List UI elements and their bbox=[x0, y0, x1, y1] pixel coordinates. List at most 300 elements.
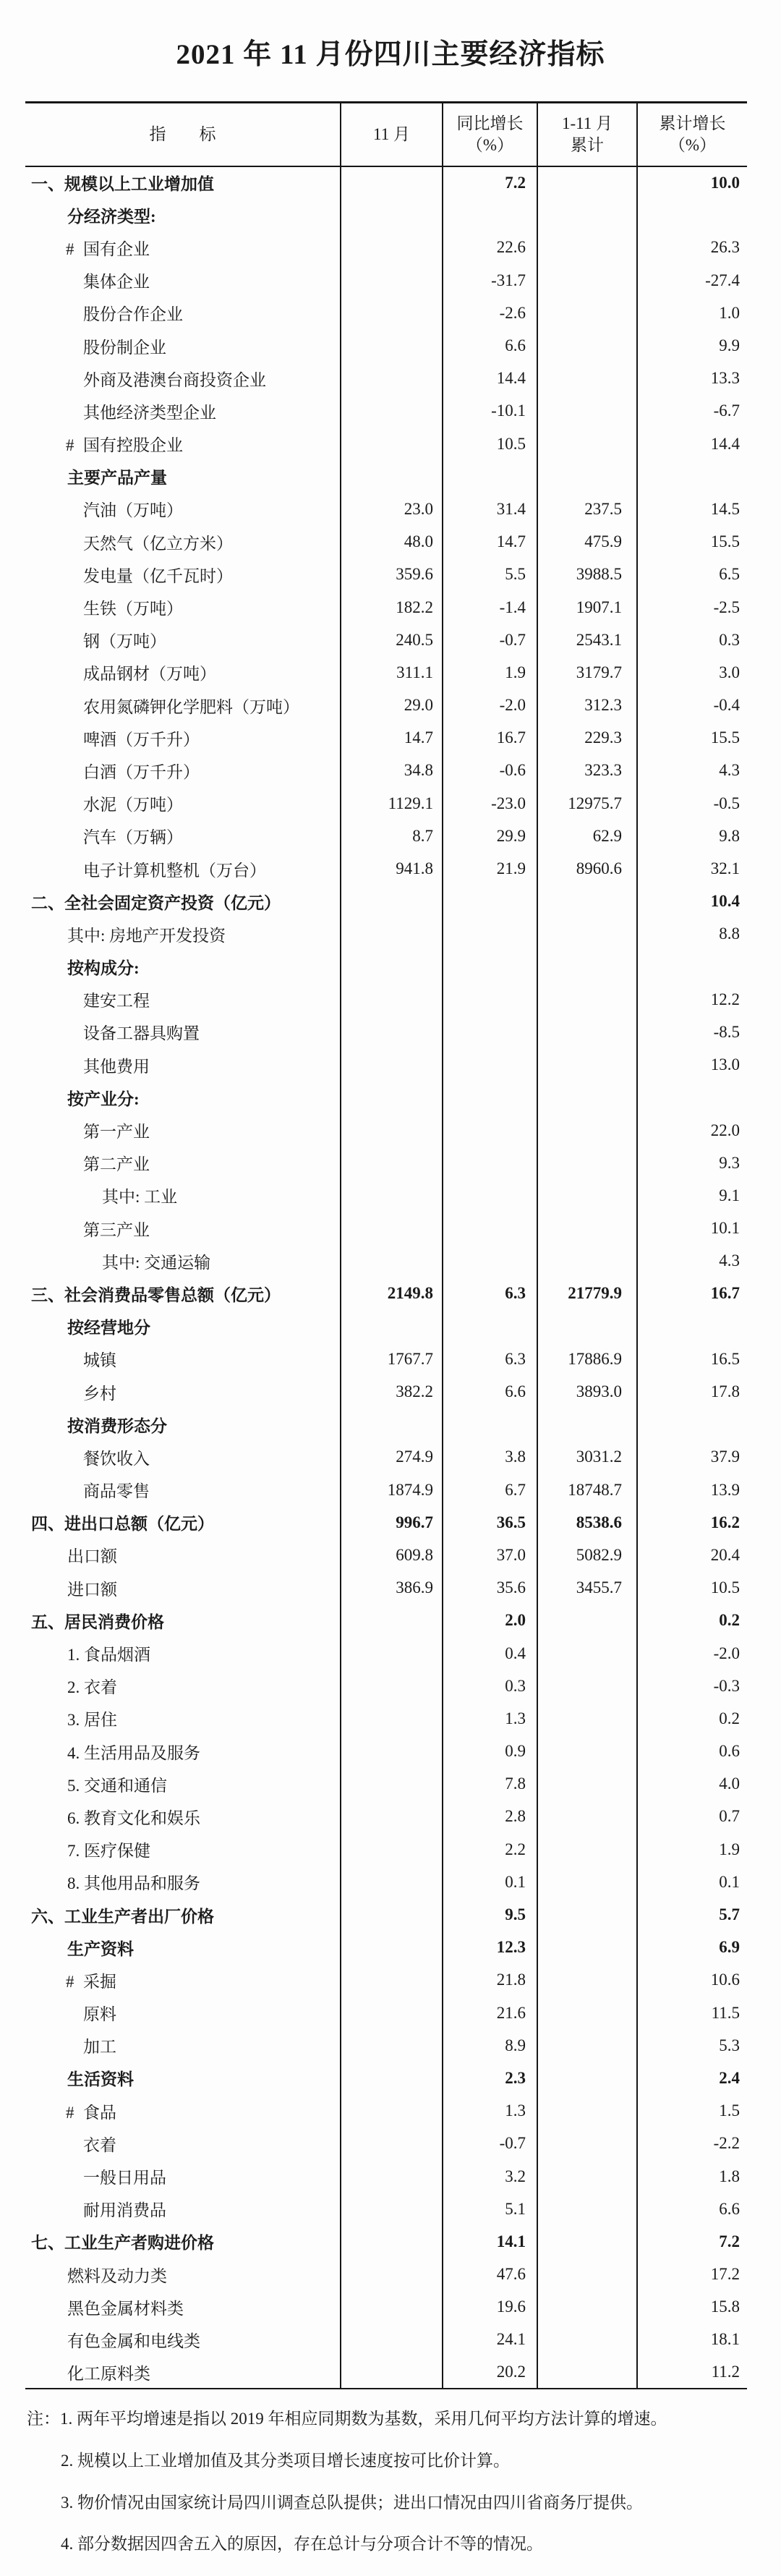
table-row bbox=[25, 1310, 747, 1343]
value-cell bbox=[443, 1081, 537, 1114]
table-row bbox=[25, 1179, 747, 1212]
indicator-cell bbox=[25, 526, 341, 558]
indicator-label: 国有企业 bbox=[83, 239, 150, 258]
col-header-yoy-line2: （%） bbox=[466, 135, 514, 154]
value-cell bbox=[537, 166, 637, 199]
value-cell bbox=[637, 1310, 747, 1343]
indicator-cell bbox=[25, 591, 341, 624]
value-cell bbox=[443, 918, 537, 951]
indicator-cell bbox=[25, 2193, 341, 2225]
value-cell bbox=[537, 1801, 637, 1833]
value-cell bbox=[537, 1081, 637, 1114]
value-cell: 6.3 bbox=[443, 1343, 537, 1375]
table-row bbox=[25, 2291, 747, 2324]
value-cell: 15.5 bbox=[637, 526, 747, 558]
col-header-cumulative-growth-line1: 累计增长 bbox=[659, 114, 726, 132]
indicator-label: 耐用消费品 bbox=[83, 2201, 166, 2220]
indicator-cell bbox=[25, 1441, 341, 1474]
value-cell: 10.6 bbox=[637, 1964, 747, 1997]
table-row bbox=[25, 1931, 747, 1964]
table-row bbox=[25, 1147, 747, 1179]
value-cell: 2543.1 bbox=[537, 624, 637, 656]
indicator-label: 二、全社会固定资产投资（亿元） bbox=[31, 893, 281, 912]
indicator-label: 按经营地分 bbox=[67, 1319, 150, 1338]
col-header-cumulative-growth bbox=[637, 103, 747, 166]
footnote-4: 4. 部分数据因四舍五入的原因，存在总计与分项合计不等的情况。 bbox=[61, 2535, 543, 2554]
indicator-label: 餐饮收入 bbox=[83, 1449, 150, 1468]
indicator-cell bbox=[25, 1964, 341, 1997]
value-cell: 15.5 bbox=[637, 722, 747, 754]
indicator-label: 5. 交通和通信 bbox=[67, 1776, 167, 1795]
table-row bbox=[25, 1801, 747, 1833]
indicator-cell bbox=[25, 2258, 341, 2291]
table-row bbox=[25, 689, 747, 722]
table-row bbox=[25, 951, 747, 983]
indicator-cell bbox=[25, 1049, 341, 1081]
value-cell bbox=[537, 2029, 637, 2062]
indicator-cell bbox=[25, 1539, 341, 1571]
value-cell: -8.5 bbox=[637, 1016, 747, 1048]
value-cell bbox=[341, 1702, 443, 1735]
value-cell bbox=[341, 329, 443, 362]
value-cell: 3988.5 bbox=[537, 558, 637, 591]
indicator-label: 3. 居住 bbox=[67, 1711, 117, 1730]
value-cell bbox=[341, 1604, 443, 1637]
indicator-label: 一、规模以上工业增加值 bbox=[31, 175, 214, 194]
value-cell: 16.7 bbox=[637, 1278, 747, 1310]
col-header-cumulative-growth-line2: （%） bbox=[668, 135, 717, 154]
value-cell bbox=[341, 1310, 443, 1343]
value-cell bbox=[341, 1898, 443, 1931]
value-cell bbox=[537, 1768, 637, 1801]
value-cell bbox=[341, 2291, 443, 2324]
value-cell bbox=[537, 1147, 637, 1179]
value-cell bbox=[341, 166, 443, 199]
value-cell: -31.7 bbox=[443, 264, 537, 297]
table-row bbox=[25, 1997, 747, 2029]
value-cell bbox=[537, 1931, 637, 1964]
value-cell: -6.7 bbox=[637, 395, 747, 428]
value-cell: -0.4 bbox=[637, 689, 747, 722]
value-cell: 10.4 bbox=[637, 885, 747, 918]
indicator-label: 天然气（亿立方米） bbox=[83, 534, 233, 553]
hash-prefix: # bbox=[66, 1972, 74, 1991]
indicator-cell bbox=[25, 2127, 341, 2160]
indicator-label: 1. 食品烟酒 bbox=[67, 1646, 150, 1665]
value-cell: 14.7 bbox=[443, 526, 537, 558]
value-cell: 10.5 bbox=[443, 428, 537, 460]
indicators-table-wrap bbox=[25, 101, 747, 2389]
indicator-cell bbox=[25, 1833, 341, 1866]
value-cell bbox=[537, 1964, 637, 1997]
value-cell: 10.5 bbox=[637, 1572, 747, 1604]
value-cell: 17.2 bbox=[637, 2258, 747, 2291]
value-cell bbox=[341, 395, 443, 428]
value-cell bbox=[443, 1245, 537, 1278]
indicator-cell bbox=[25, 885, 341, 918]
indicator-cell bbox=[25, 558, 341, 591]
indicator-cell bbox=[25, 1866, 341, 1898]
table-row bbox=[25, 852, 747, 885]
indicator-label: 化工原料类 bbox=[67, 2364, 150, 2383]
indicator-label: 四、进出口总额（亿元） bbox=[31, 1515, 214, 1534]
value-cell: 3893.0 bbox=[537, 1375, 637, 1408]
value-cell bbox=[341, 2258, 443, 2291]
indicator-label: 食品 bbox=[83, 2103, 116, 2122]
value-cell bbox=[443, 1212, 537, 1245]
table-row bbox=[25, 820, 747, 852]
indicator-cell bbox=[25, 1245, 341, 1278]
value-cell bbox=[443, 1016, 537, 1048]
value-cell: 20.4 bbox=[637, 1539, 747, 1571]
value-cell: 5.1 bbox=[443, 2193, 537, 2225]
value-cell: 16.2 bbox=[637, 1506, 747, 1539]
col-header-indicator-label: 指 标 bbox=[149, 124, 216, 143]
value-cell: 23.0 bbox=[341, 493, 443, 525]
indicator-cell bbox=[25, 852, 341, 885]
value-cell: -23.0 bbox=[443, 787, 537, 820]
table-row bbox=[25, 1768, 747, 1801]
value-cell: 8960.6 bbox=[537, 852, 637, 885]
indicator-label: 4. 生活用品及服务 bbox=[67, 1743, 200, 1762]
value-cell: 32.1 bbox=[637, 852, 747, 885]
value-cell: 7.8 bbox=[443, 1768, 537, 1801]
value-cell bbox=[341, 983, 443, 1016]
value-cell bbox=[537, 199, 637, 231]
col-header-indicator bbox=[25, 103, 341, 166]
value-cell: 24.1 bbox=[443, 2324, 537, 2356]
indicators-table bbox=[25, 101, 747, 2389]
table-row bbox=[25, 1898, 747, 1931]
table-row bbox=[25, 1375, 747, 1408]
value-cell bbox=[341, 1735, 443, 1768]
value-cell bbox=[537, 2062, 637, 2094]
indicator-cell bbox=[25, 1604, 341, 1637]
value-cell bbox=[341, 1016, 443, 1048]
indicator-label: 集体企业 bbox=[83, 273, 150, 292]
value-cell: 29.9 bbox=[443, 820, 537, 852]
value-cell bbox=[341, 2127, 443, 2160]
indicator-cell bbox=[25, 1016, 341, 1048]
indicator-label: 商品零售 bbox=[83, 1482, 150, 1501]
value-cell: 9.3 bbox=[637, 1147, 747, 1179]
indicator-label: 电子计算机整机（万台） bbox=[83, 861, 266, 880]
table-row bbox=[25, 1866, 747, 1898]
value-cell: 9.1 bbox=[637, 1179, 747, 1212]
indicator-label: 燃料及动力类 bbox=[67, 2266, 167, 2285]
value-cell bbox=[537, 1310, 637, 1343]
value-cell: 15.8 bbox=[637, 2291, 747, 2324]
indicator-label: 乡村 bbox=[83, 1384, 116, 1403]
value-cell bbox=[341, 297, 443, 329]
indicator-cell bbox=[25, 493, 341, 525]
value-cell bbox=[537, 1114, 637, 1147]
value-cell bbox=[341, 1245, 443, 1278]
value-cell: 382.2 bbox=[341, 1375, 443, 1408]
value-cell: 1907.1 bbox=[537, 591, 637, 624]
indicator-label: 五、居民消费价格 bbox=[31, 1612, 164, 1631]
indicator-label: 城镇 bbox=[83, 1351, 116, 1370]
indicator-cell bbox=[25, 2095, 341, 2127]
value-cell: -2.0 bbox=[443, 689, 537, 722]
value-cell bbox=[341, 1212, 443, 1245]
value-cell: 9.5 bbox=[443, 1898, 537, 1931]
table-row bbox=[25, 918, 747, 951]
value-cell bbox=[537, 1637, 637, 1670]
indicator-cell bbox=[25, 231, 341, 264]
table-row bbox=[25, 2160, 747, 2193]
value-cell bbox=[341, 231, 443, 264]
value-cell: 18.1 bbox=[637, 2324, 747, 2356]
value-cell: -0.7 bbox=[443, 624, 537, 656]
indicator-label: 加工 bbox=[83, 2038, 116, 2057]
indicator-cell bbox=[25, 460, 341, 493]
value-cell: 6.7 bbox=[443, 1474, 537, 1506]
table-row bbox=[25, 1572, 747, 1604]
header-row bbox=[25, 103, 747, 166]
value-cell bbox=[341, 1408, 443, 1441]
indicator-label: 建安工程 bbox=[83, 992, 150, 1011]
indicator-cell bbox=[25, 1702, 341, 1735]
value-cell: 62.9 bbox=[537, 820, 637, 852]
indicator-label: 水泥（万吨） bbox=[83, 796, 183, 815]
indicator-label: 生产资料 bbox=[67, 1939, 134, 1958]
value-cell bbox=[537, 951, 637, 983]
value-cell bbox=[341, 2029, 443, 2062]
value-cell bbox=[341, 1670, 443, 1702]
indicator-cell bbox=[25, 428, 341, 460]
value-cell: 12.3 bbox=[443, 1931, 537, 1964]
value-cell: 22.6 bbox=[443, 231, 537, 264]
table-row bbox=[25, 754, 747, 787]
value-cell: 4.3 bbox=[637, 1245, 747, 1278]
value-cell: 2.3 bbox=[443, 2062, 537, 2094]
table-row bbox=[25, 395, 747, 428]
indicator-cell bbox=[25, 918, 341, 951]
col-header-yoy bbox=[443, 103, 537, 166]
col-header-yoy-line1: 同比增长 bbox=[456, 114, 524, 132]
indicator-label: 出口额 bbox=[67, 1547, 117, 1566]
value-cell: -0.5 bbox=[637, 787, 747, 820]
table-row bbox=[25, 460, 747, 493]
value-cell bbox=[537, 2127, 637, 2160]
table-row bbox=[25, 1506, 747, 1539]
value-cell bbox=[443, 885, 537, 918]
value-cell bbox=[637, 1081, 747, 1114]
indicator-label: 设备工器具购置 bbox=[83, 1024, 200, 1043]
indicator-label: 其他经济类型企业 bbox=[83, 403, 216, 422]
table-row bbox=[25, 1343, 747, 1375]
value-cell: 9.8 bbox=[637, 820, 747, 852]
value-cell bbox=[341, 1866, 443, 1898]
indicator-label: 主要产品产量 bbox=[67, 469, 167, 488]
value-cell bbox=[341, 1931, 443, 1964]
indicator-label: 采掘 bbox=[83, 1972, 116, 1991]
value-cell bbox=[341, 2356, 443, 2389]
value-cell: 12.2 bbox=[637, 983, 747, 1016]
indicator-label: 衣着 bbox=[83, 2135, 116, 2154]
value-cell: 229.3 bbox=[537, 722, 637, 754]
value-cell bbox=[341, 918, 443, 951]
value-cell: 16.7 bbox=[443, 722, 537, 754]
table-row bbox=[25, 1016, 747, 1048]
hash-prefix: # bbox=[66, 239, 74, 258]
value-cell bbox=[537, 2258, 637, 2291]
value-cell bbox=[341, 460, 443, 493]
value-cell bbox=[341, 2225, 443, 2258]
indicator-cell bbox=[25, 1474, 341, 1506]
value-cell: 5.3 bbox=[637, 2029, 747, 2062]
value-cell bbox=[341, 1997, 443, 2029]
value-cell: 311.1 bbox=[341, 656, 443, 689]
value-cell: 8538.6 bbox=[537, 1506, 637, 1539]
indicator-cell bbox=[25, 754, 341, 787]
value-cell bbox=[443, 1179, 537, 1212]
value-cell bbox=[537, 1212, 637, 1245]
indicator-cell bbox=[25, 1147, 341, 1179]
value-cell: 9.9 bbox=[637, 329, 747, 362]
indicator-label: 2. 衣着 bbox=[67, 1678, 117, 1697]
value-cell: 1.3 bbox=[443, 2095, 537, 2127]
value-cell: 3179.7 bbox=[537, 656, 637, 689]
table-row bbox=[25, 526, 747, 558]
value-cell: 1.3 bbox=[443, 1702, 537, 1735]
value-cell: 8.7 bbox=[341, 820, 443, 852]
value-cell: 21.8 bbox=[443, 1964, 537, 1997]
value-cell: 2.0 bbox=[443, 1604, 537, 1637]
value-cell bbox=[537, 1702, 637, 1735]
indicator-cell bbox=[25, 1179, 341, 1212]
value-cell: 1.8 bbox=[637, 2160, 747, 2193]
value-cell: 14.4 bbox=[443, 362, 537, 395]
value-cell: 31.4 bbox=[443, 493, 537, 525]
table-row bbox=[25, 1604, 747, 1637]
value-cell: -2.5 bbox=[637, 591, 747, 624]
value-cell: 7.2 bbox=[443, 166, 537, 199]
value-cell: 19.6 bbox=[443, 2291, 537, 2324]
indicator-label: 三、社会消费品零售总额（亿元） bbox=[31, 1285, 281, 1304]
table-row bbox=[25, 591, 747, 624]
value-cell: 0.7 bbox=[637, 1801, 747, 1833]
value-cell bbox=[537, 1670, 637, 1702]
table-row bbox=[25, 656, 747, 689]
value-cell: 21.9 bbox=[443, 852, 537, 885]
indicator-cell bbox=[25, 820, 341, 852]
indicator-label: 第一产业 bbox=[83, 1123, 150, 1142]
col-header-cumulative-line1: 1-11 月 bbox=[561, 114, 613, 132]
value-cell bbox=[341, 2324, 443, 2356]
indicator-label: 其他费用 bbox=[83, 1057, 150, 1076]
value-cell bbox=[341, 362, 443, 395]
indicator-label: 钢（万吨） bbox=[83, 632, 166, 651]
value-cell: 2149.8 bbox=[341, 1278, 443, 1310]
value-cell: -10.1 bbox=[443, 395, 537, 428]
value-cell: 6.6 bbox=[637, 2193, 747, 2225]
value-cell bbox=[341, 2095, 443, 2127]
value-cell bbox=[341, 1768, 443, 1801]
hash-prefix: # bbox=[66, 436, 74, 455]
value-cell bbox=[537, 1408, 637, 1441]
table-row bbox=[25, 493, 747, 525]
value-cell: 1.9 bbox=[443, 656, 537, 689]
indicator-label: 原料 bbox=[83, 2005, 116, 2024]
indicator-cell bbox=[25, 1114, 341, 1147]
table-row bbox=[25, 297, 747, 329]
value-cell: 0.4 bbox=[443, 1637, 537, 1670]
value-cell bbox=[341, 951, 443, 983]
value-cell: 35.6 bbox=[443, 1572, 537, 1604]
value-cell: 11.5 bbox=[637, 1997, 747, 2029]
table-row bbox=[25, 2062, 747, 2094]
value-cell bbox=[637, 460, 747, 493]
indicator-cell bbox=[25, 2062, 341, 2094]
value-cell bbox=[537, 2356, 637, 2389]
value-cell: 0.9 bbox=[443, 1735, 537, 1768]
value-cell: 17886.9 bbox=[537, 1343, 637, 1375]
value-cell: 18748.7 bbox=[537, 1474, 637, 1506]
value-cell: 48.0 bbox=[341, 526, 443, 558]
indicator-cell bbox=[25, 1278, 341, 1310]
value-cell: -0.7 bbox=[443, 2127, 537, 2160]
indicator-cell bbox=[25, 1343, 341, 1375]
value-cell: 475.9 bbox=[537, 526, 637, 558]
value-cell: 5.7 bbox=[637, 1898, 747, 1931]
value-cell: 609.8 bbox=[341, 1539, 443, 1571]
indicator-label: 其中: 房地产开发投资 bbox=[67, 926, 226, 945]
value-cell bbox=[537, 885, 637, 918]
value-cell: 29.0 bbox=[341, 689, 443, 722]
table-row bbox=[25, 231, 747, 264]
value-cell: 996.7 bbox=[341, 1506, 443, 1539]
value-cell bbox=[537, 395, 637, 428]
value-cell: 3.2 bbox=[443, 2160, 537, 2193]
table-row bbox=[25, 199, 747, 231]
col-header-cumulative bbox=[537, 103, 637, 166]
value-cell: 0.2 bbox=[637, 1702, 747, 1735]
indicator-cell bbox=[25, 1506, 341, 1539]
indicator-label: 国有控股企业 bbox=[83, 436, 183, 455]
indicator-label: 按产业分: bbox=[67, 1089, 140, 1108]
value-cell: -27.4 bbox=[637, 264, 747, 297]
value-cell bbox=[443, 951, 537, 983]
value-cell bbox=[537, 1997, 637, 2029]
value-cell bbox=[537, 1179, 637, 1212]
indicator-label: 有色金属和电线类 bbox=[67, 2331, 200, 2350]
value-cell: 0.6 bbox=[637, 1735, 747, 1768]
value-cell: 8.8 bbox=[637, 918, 747, 951]
indicator-cell bbox=[25, 1801, 341, 1833]
table-row bbox=[25, 2356, 747, 2389]
value-cell bbox=[537, 2291, 637, 2324]
table-row bbox=[25, 558, 747, 591]
indicator-label: 8. 其他用品和服务 bbox=[67, 1874, 200, 1893]
value-cell: 5.5 bbox=[443, 558, 537, 591]
value-cell: 14.7 bbox=[341, 722, 443, 754]
value-cell bbox=[537, 2193, 637, 2225]
value-cell bbox=[537, 2095, 637, 2127]
footnote-2: 2. 规模以上工业增加值及其分类项目增长速度按可比价计算。 bbox=[61, 2451, 510, 2470]
indicator-cell bbox=[25, 1637, 341, 1670]
value-cell: 11.2 bbox=[637, 2356, 747, 2389]
value-cell: 1767.7 bbox=[341, 1343, 443, 1375]
value-cell: 16.5 bbox=[637, 1343, 747, 1375]
value-cell bbox=[537, 1898, 637, 1931]
value-cell bbox=[341, 2062, 443, 2094]
value-cell: 21779.9 bbox=[537, 1278, 637, 1310]
table-row bbox=[25, 2324, 747, 2356]
value-cell: 0.1 bbox=[443, 1866, 537, 1898]
table-row bbox=[25, 885, 747, 918]
